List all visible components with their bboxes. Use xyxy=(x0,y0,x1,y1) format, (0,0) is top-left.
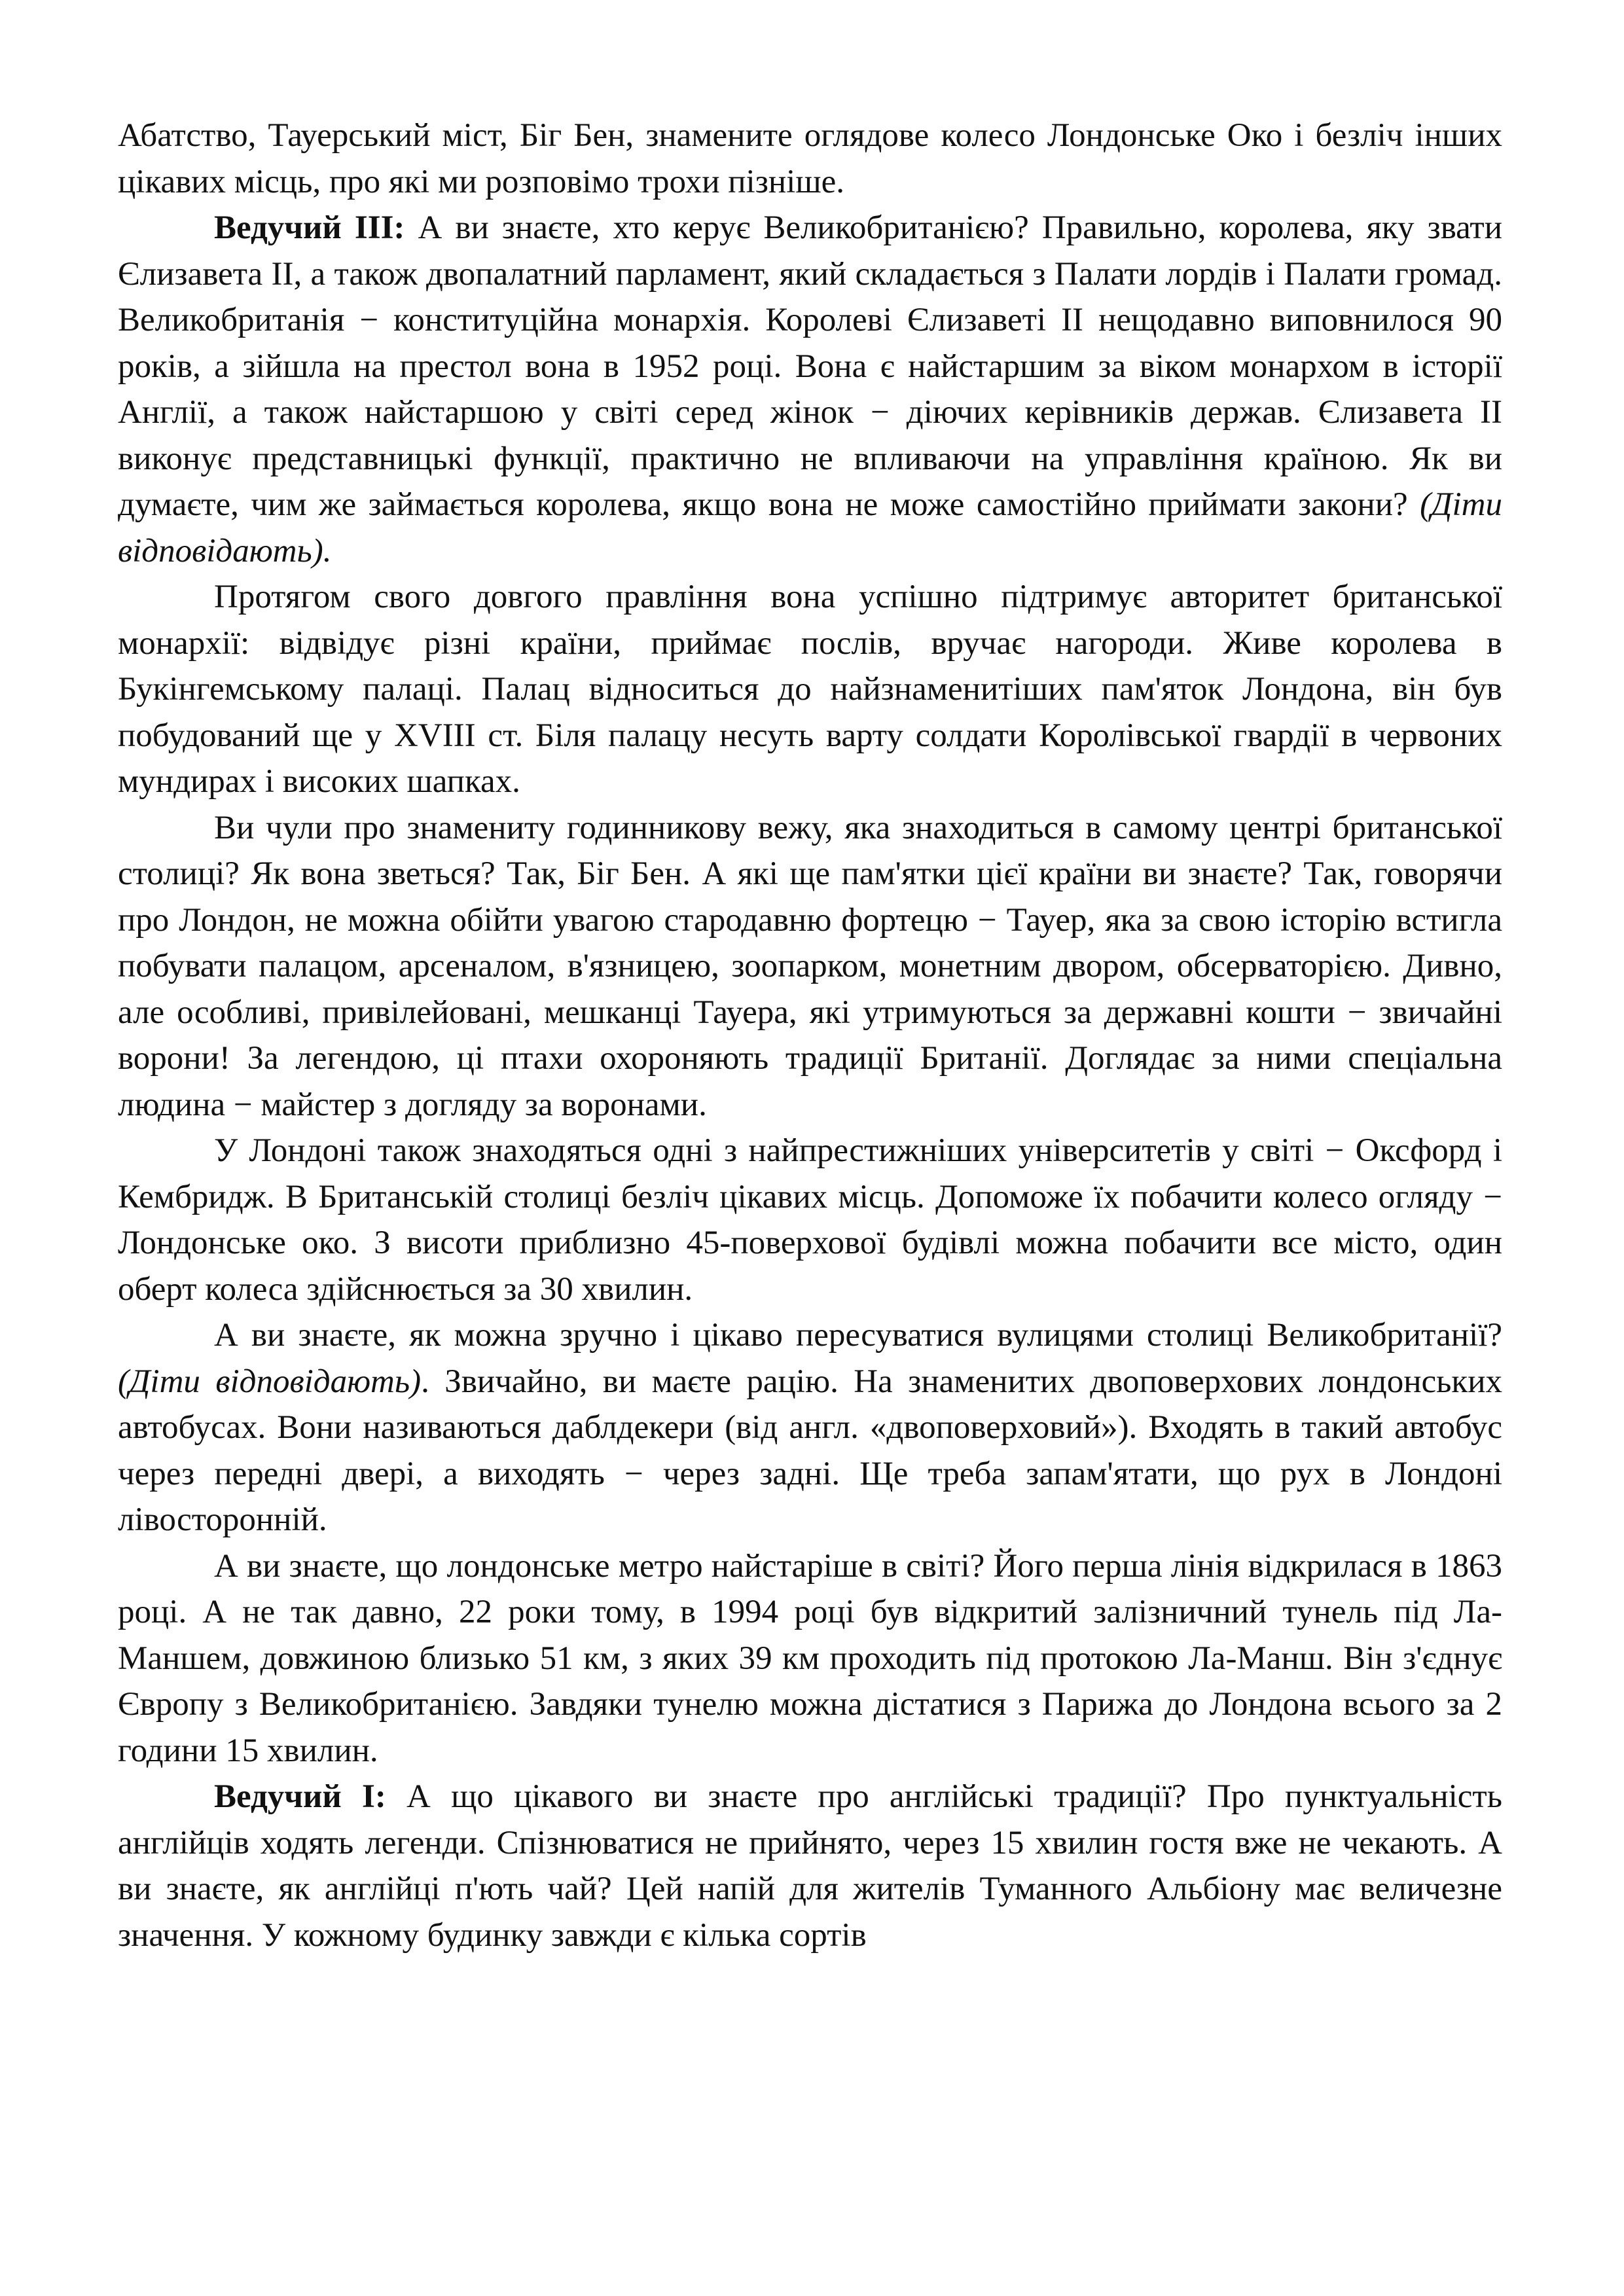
stage-direction: (Діти відповідають) xyxy=(118,1363,422,1400)
paragraph-text: У Лондоні також знаходяться одні з найпрестижніших університетів у світі − Оксфорд і Кембридж. В Британській столиці безліч цікавих місць. Допоможе їх побачити колесо огляду − Лондонське око. З висоти приблизно 45-поверхової будівлі можна побачити все місто, один оберт колеса здійснюється за 30 хвилин. xyxy=(118,1132,1502,1308)
document-page xyxy=(118,113,1502,1958)
paragraph-6 xyxy=(118,1312,1502,1543)
paragraph-text: . Звичайно, ви маєте рацію. На знаменитих двоповерхових лондонських автобусах. Вони називаються даблдекери (від англ. «двоповерховий»). Входять в такий автобус через передні двері, а виходять − через задні. Ще треба запам'ятати, що рух в Лондоні лівосторонній. xyxy=(118,1363,1502,1538)
paragraph-5 xyxy=(118,1128,1502,1312)
paragraph-text: А ви знаєте, хто керує Великобританією? Правильно, королева, яку звати Єлизавета ІІ, а також двопалатний парламент, який складається з Палати лордів і Палати громад. Великобританія − конституційна монархія. Королеві Єлизаветі ІІ нещодавно виповнилося 90 років, а зійшла на престол вона в 1952 році. Вона є найстаршим за віком монархом в історії Англії, а також найстаршою у світі серед жінок − діючих керівників держав. Єлизавета ІІ виконує представницькі функції, практично не впливаючи на управління країною. Як ви думаєте, чим же займається королева, якщо вона не може самостійно приймати закони? xyxy=(118,209,1502,523)
paragraph-text: А ви знаєте, як можна зручно і цікаво пересуватися вулицями столиці Великобританії? xyxy=(214,1317,1502,1354)
paragraph-text: Протягом свого довгого правління вона успішно підтримує авторитет британської монархії: відвідує різні країни, приймає послів, вручає нагороди. Живе королева в Букінгемському палаці. Палац відноситься до найзнаменитіших пам'яток Лондона, він був побудований ще у XVIII ст. Біля палацу несуть варту солдати Королівської гвардії в червоних мундирах і високих шапках. xyxy=(118,579,1502,800)
paragraph-1 xyxy=(118,113,1502,205)
paragraph-text: А що цікавого ви знаєте про англійські традиції? Про пунктуальність англійців ходять легенди. Спізнюватися не прийнято, через 15 хвилин гостя вже не чекають. А ви знаєте, як англійці п'ють чай? Цей напій для жителів Туманного Альбіону має величезне значення. У кожному будинку завжди є кілька сортів xyxy=(118,1778,1502,1954)
paragraph-2 xyxy=(118,205,1502,574)
paragraph-4 xyxy=(118,805,1502,1128)
paragraph-text: Абатство, Тауерський міст, Біг Бен, знамените оглядове колесо Лондонське Око і безліч інших цікавих місць, про які ми розповімо трохи пізніше. xyxy=(118,117,1502,200)
paragraph-3 xyxy=(118,574,1502,805)
speaker-label: Ведучий І: xyxy=(214,1778,386,1815)
paragraph-text: А ви знаєте, що лондонське метро найстаріше в світі? Його перша лінія відкрилася в 1863 році. А не так давно, 22 роки тому, в 1994 році був відкритий залізничний тунель під Ла-Маншем, довжиною близько 51 км, з яких 39 км проходить під протокою Ла-Манш. Він з'єднує Європу з Великобританією. Завдяки тунелю можна дістатися з Парижа до Лондона всього за 2 години 15 хвилин. xyxy=(118,1547,1502,1769)
stage-direction: (Діти відповідають). xyxy=(118,486,1502,569)
paragraph-8 xyxy=(118,1774,1502,1958)
paragraph-7 xyxy=(118,1543,1502,1774)
paragraph-text: Ви чули про знамениту годинникову вежу, яка знаходиться в самому центрі британської столиці? Як вона зветься? Так, Біг Бен. А які ще пам'ятки цієї країни ви знаєте? Так, говорячи про Лондон, не можна обійти увагою стародавню фортецю − Тауер, яка за свою історію встигла побувати палацом, арсеналом, в'язницею, зоопарком, монетним двором, обсерваторією. Дивно, але особливі, привілейовані, мешканці Тауера, які утримуються за державні кошти − звичайні ворони! За легендою, ці птахи охороняють традиції Британії. Доглядає за ними спеціальна людина − майстер з догляду за воронами. xyxy=(118,809,1502,1123)
speaker-label: Ведучий ІІІ: xyxy=(214,209,405,246)
